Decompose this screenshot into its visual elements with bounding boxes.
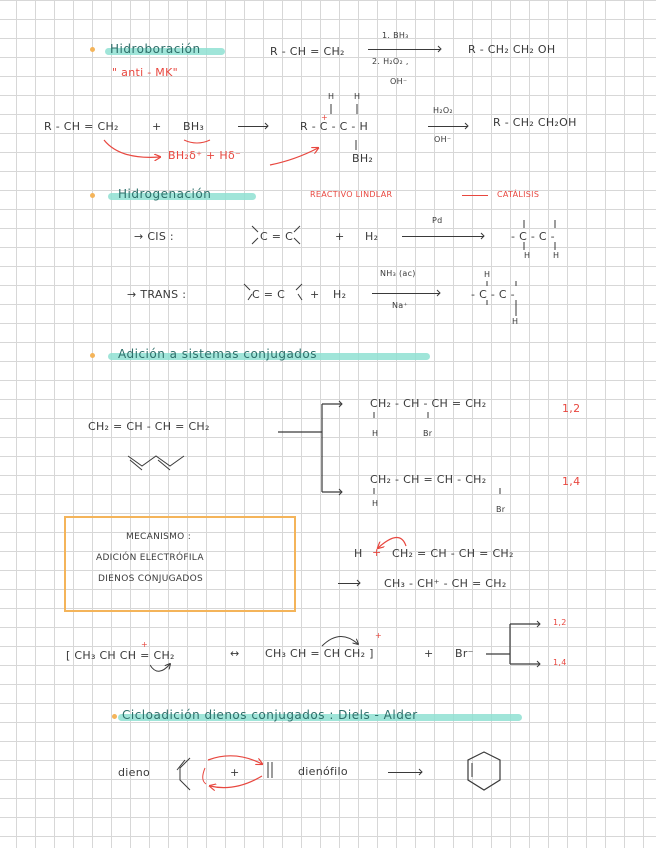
curved-arrow	[150, 664, 170, 671]
arrowhead	[339, 401, 342, 495]
branch-arrow	[278, 404, 342, 492]
step2-carbocation: CH₃ - CH⁺ - CH = CH₂	[384, 577, 507, 590]
product-14: CH₂ - CH = CH - CH₂	[370, 473, 487, 486]
plus-sign: +	[424, 647, 434, 660]
trans-alkene: C = C	[252, 288, 286, 301]
cyclohexene-icon	[468, 752, 500, 790]
dienophile-bond	[268, 762, 272, 778]
dienofilo-label: dienófilo	[298, 765, 348, 778]
reactivo-lindlar: REACTIVO LINDLAR	[310, 190, 393, 199]
resonance-right-charge: +	[375, 631, 383, 640]
arrowhead	[419, 769, 422, 775]
reagent-mid: 2. H₂O₂ ,	[372, 57, 409, 66]
brace	[184, 140, 210, 143]
adicion-title: Adición a sistemas conjugados	[118, 347, 318, 361]
cis-alkene: C = C	[260, 230, 294, 243]
hidroboracion-subtitle: " anti - MK"	[112, 66, 178, 79]
reagent-top: 1. BH₃	[382, 31, 409, 40]
box-line2: ADICIÓN ELECTRÓFILA	[96, 553, 204, 563]
arrowhead	[438, 46, 441, 52]
trans-product-h-top: H	[484, 270, 491, 279]
catalisis-label: CATÁLISIS	[497, 190, 540, 199]
reagent-bottom: OH⁻	[390, 77, 408, 86]
branch-arrow	[486, 624, 540, 664]
intermediate: R - C - C - H	[300, 120, 369, 133]
trans-reagent-top: NH₃ (ac)	[380, 269, 416, 278]
plus-sign: +	[335, 230, 345, 243]
trans-product-h-bottom: H	[512, 317, 519, 326]
box-line3: DIENOS CONJUGADOS	[98, 574, 203, 584]
curved-arrow	[270, 148, 318, 165]
bond	[331, 104, 357, 114]
trans-product: - C - C -	[471, 288, 515, 301]
intermediate-charge: +	[321, 113, 329, 122]
h2: H₂	[333, 288, 347, 301]
product-12-h: H	[372, 429, 379, 438]
product: R - CH₂ CH₂OH	[493, 116, 577, 129]
reactant: R - CH = CH₂	[270, 45, 345, 58]
reactant: R - CH = CH₂	[44, 120, 119, 133]
oxidant-top: H₂O₂	[433, 106, 453, 115]
cis-product-h: H	[553, 251, 560, 260]
diels-alder-title: Cicloadición dienos conjugados : Diels - Alder	[122, 708, 418, 722]
label-14: 1,4	[553, 658, 567, 667]
bromide: Br⁻	[455, 647, 474, 660]
curved-arrow	[104, 140, 160, 157]
cis-label: → CIS :	[134, 230, 174, 243]
product-14-br: Br	[496, 505, 506, 514]
hidroboracion-title: Hidroboración	[110, 42, 201, 56]
oxidant-bottom: OH⁻	[434, 135, 452, 144]
trans-reagent-bottom: Na⁺	[392, 301, 409, 310]
bonds	[487, 281, 516, 316]
product-14-h: H	[372, 499, 379, 508]
substituent-bonds	[252, 226, 300, 244]
label-12: 1,2	[562, 402, 581, 415]
hidrogenacion-title: Hidrogenación	[118, 187, 212, 201]
product-12: CH₂ - CH - CH = CH₂	[370, 397, 487, 410]
curved-arrow	[378, 537, 406, 548]
curved-arrow	[210, 776, 262, 788]
label-14: 1,4	[562, 475, 581, 488]
arrowhead	[357, 580, 360, 586]
arrowhead	[465, 123, 468, 129]
arrowhead	[481, 233, 484, 239]
catalyst-pd: Pd	[432, 216, 443, 225]
plus-sign: +	[230, 766, 240, 779]
resonance-left-charge: +	[141, 640, 149, 649]
cis-product: - C - C -	[511, 230, 555, 243]
bonds	[524, 220, 555, 250]
resonance-arrow: ↔	[230, 647, 240, 660]
plus-sign: +	[152, 120, 162, 133]
h2: H₂	[365, 230, 379, 243]
substituent-bonds	[244, 284, 302, 300]
polarized-borane: BH₂δ⁺ + Hδ⁻	[168, 149, 242, 162]
step1-diene: CH₂ = CH - CH = CH₂	[392, 547, 514, 560]
product-12-br: Br	[423, 429, 433, 438]
step1-plus: +	[372, 546, 382, 559]
intermediate-h-top: H	[354, 92, 361, 101]
plus-sign: +	[310, 288, 320, 301]
arrowhead	[437, 290, 440, 296]
diene-drawing	[177, 758, 190, 790]
arrowhead	[265, 123, 268, 129]
cis-product-h: H	[524, 251, 531, 260]
diene-skeleton	[128, 456, 184, 470]
borane: BH₃	[183, 120, 205, 133]
resonance-right: CH₃ CH = CH CH₂ ]	[265, 647, 374, 660]
curved-arrow	[322, 636, 358, 646]
diene-reactant: CH₂ = CH - CH = CH₂	[88, 420, 210, 433]
curved-arrow	[208, 756, 262, 764]
bonds	[374, 412, 500, 494]
trans-label: → TRANS :	[127, 288, 187, 301]
curved-arrow	[203, 768, 206, 784]
label-12: 1,2	[553, 618, 567, 627]
product: R - CH₂ CH₂ OH	[468, 43, 556, 56]
box-line1: MECANISMO :	[126, 532, 192, 542]
resonance-left: [ CH₃ CH CH = CH₂	[66, 649, 175, 662]
arrowhead	[537, 621, 540, 667]
dieno-label: dieno	[118, 766, 151, 779]
intermediate-h-top: H	[328, 92, 335, 101]
intermediate-bottom: BH₂	[352, 152, 374, 165]
step1-h: H	[354, 547, 363, 560]
